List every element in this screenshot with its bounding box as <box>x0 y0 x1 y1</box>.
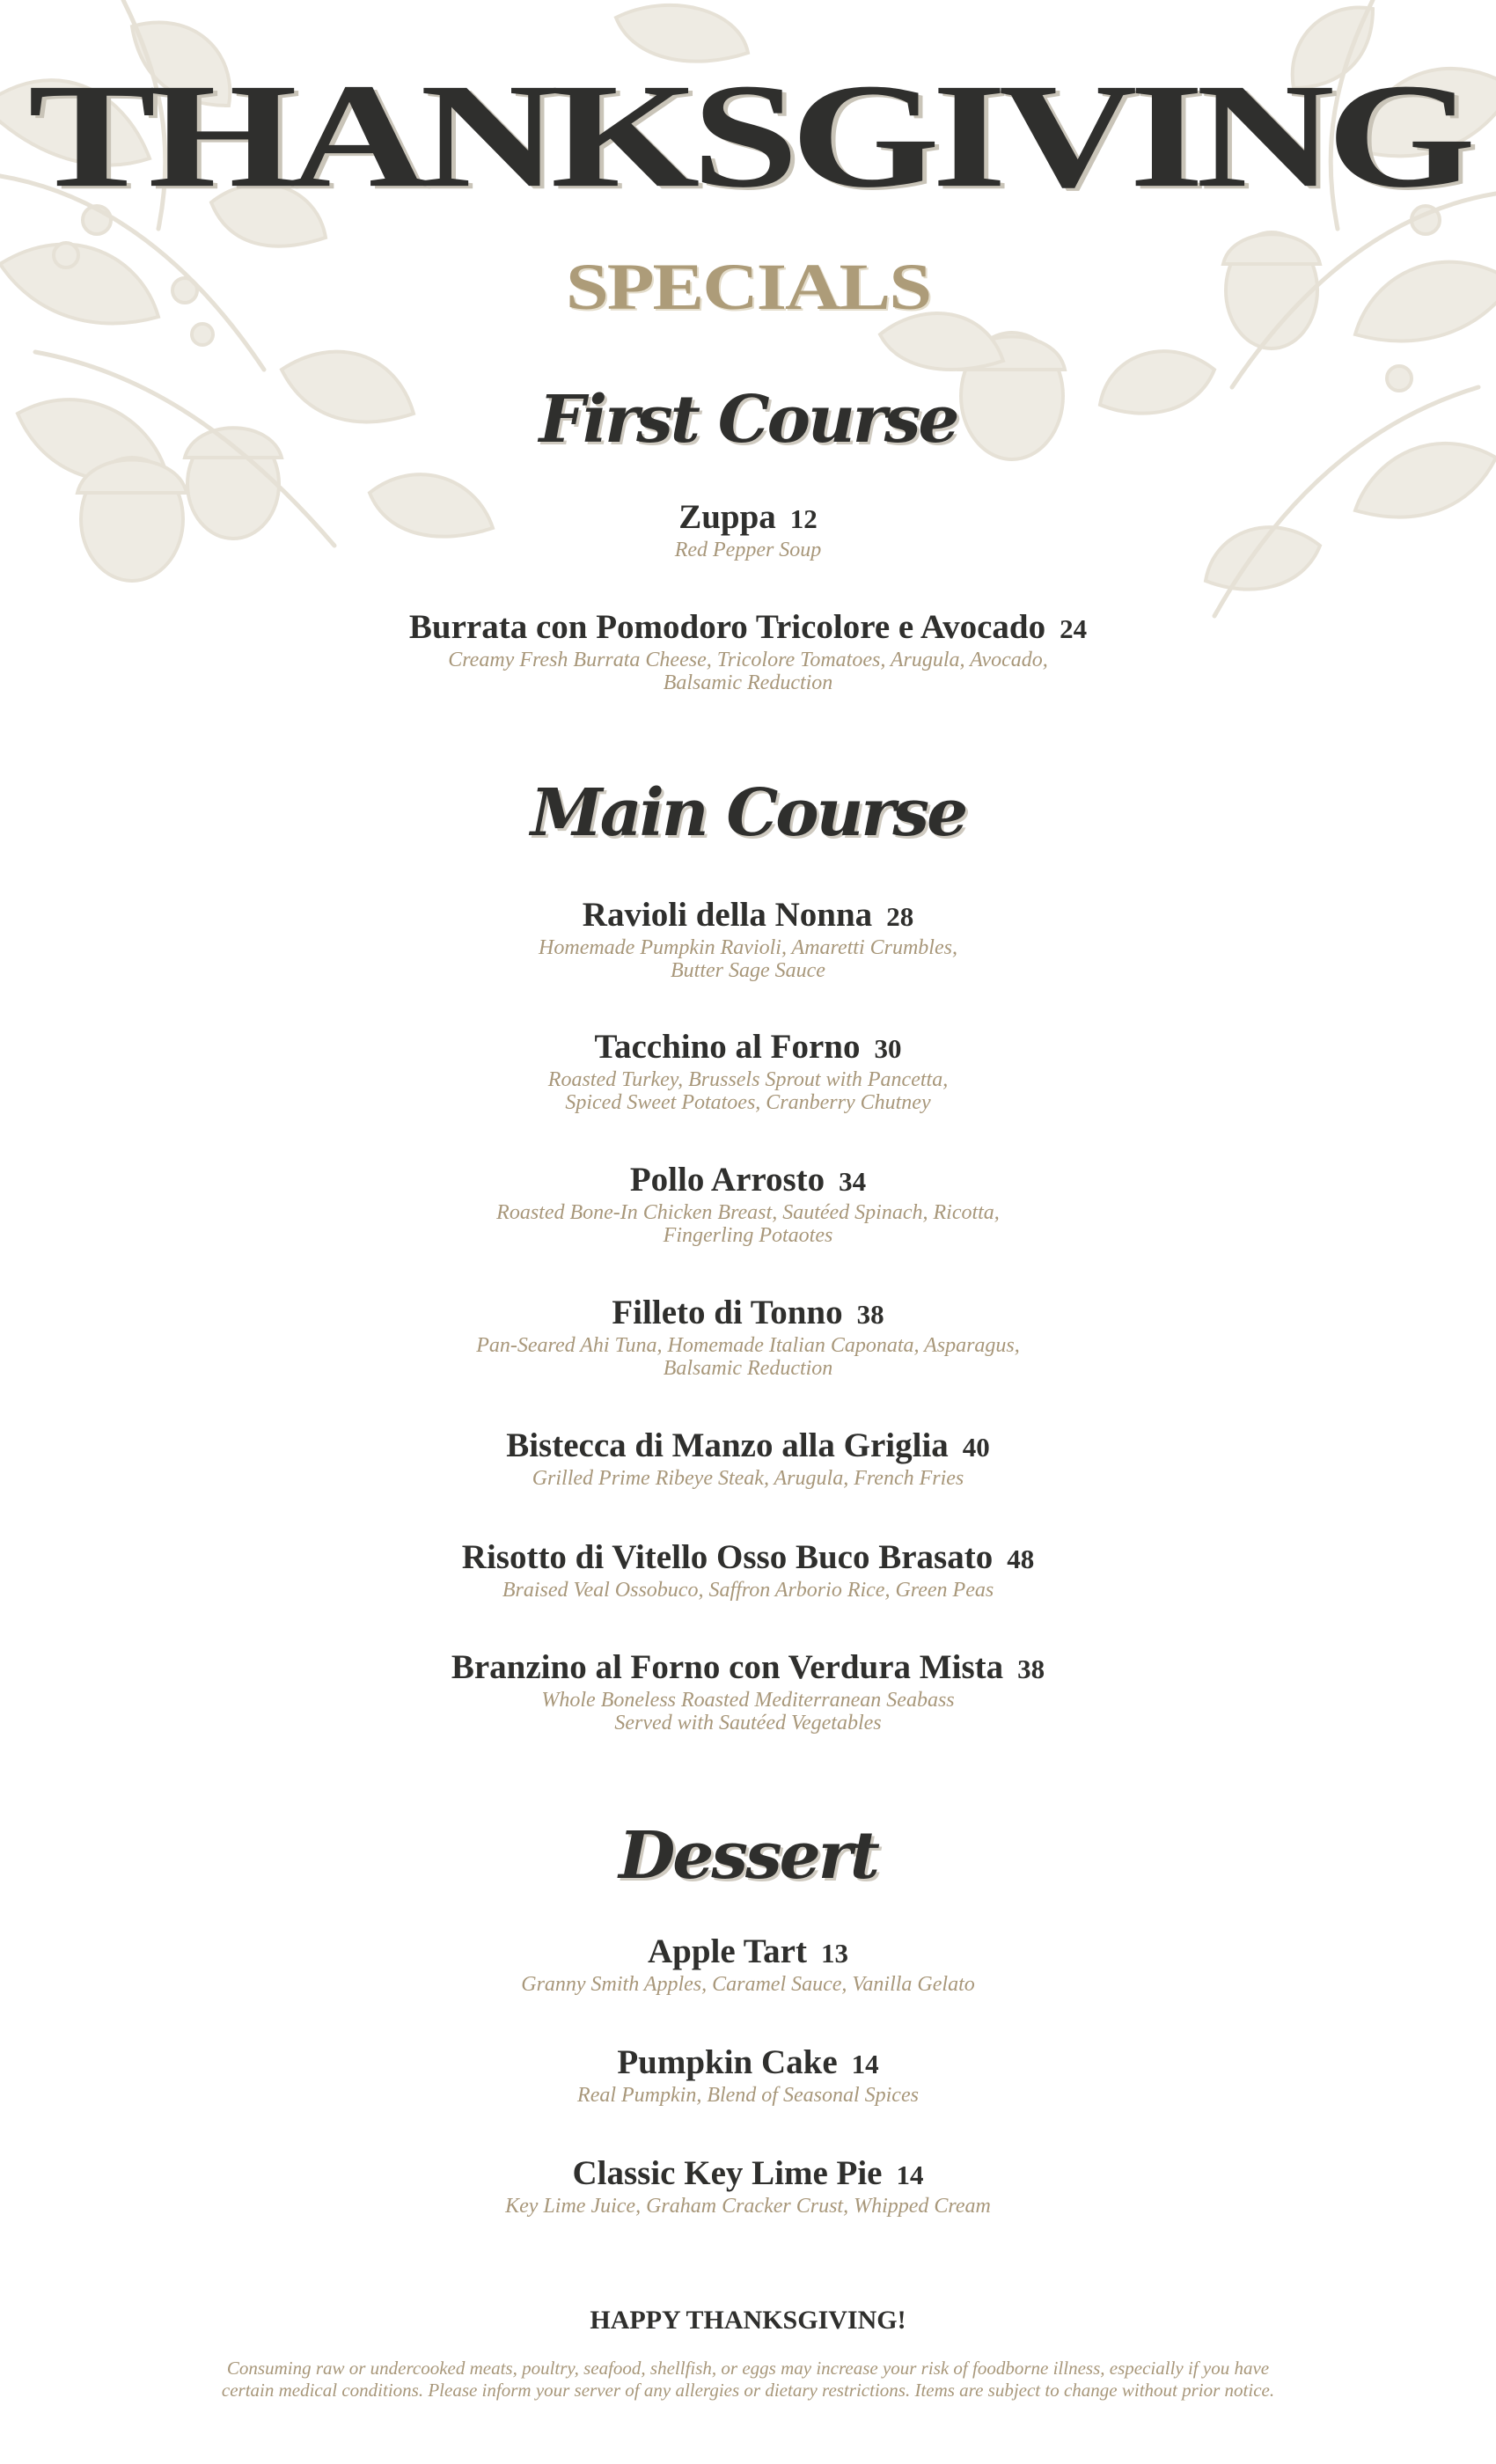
footer-disclaimer <box>0 2358 1496 2402</box>
item-description <box>0 1689 1496 1734</box>
item-price: 13 <box>820 1938 848 1969</box>
item-name: Tacchino al Forno <box>594 1028 861 1066</box>
description-line: Balsamic Reduction <box>663 1357 833 1380</box>
item-description <box>0 1201 1496 1247</box>
item-description <box>0 539 1496 561</box>
description-line: Served with Sautéed Vegetables <box>614 1712 882 1734</box>
item-price: 28 <box>886 901 914 932</box>
item-description <box>0 1334 1496 1380</box>
menu-item <box>0 2156 1496 2190</box>
menu-item <box>0 500 1496 534</box>
item-name: Risotto di Vitello Osso Buco Brasato <box>461 1538 994 1576</box>
menu-item <box>0 1428 1496 1463</box>
description-line: Whole Boneless Roasted Mediterranean Seabass <box>541 1689 955 1712</box>
description-line: Balsamic Reduction <box>663 671 833 694</box>
item-price: 48 <box>1007 1544 1035 1574</box>
menu-item <box>0 1295 1496 1330</box>
menu-item <box>0 1162 1496 1197</box>
menu-item <box>0 898 1496 932</box>
item-description <box>0 2195 1496 2218</box>
section-title: Main Course <box>530 775 966 851</box>
item-price: 30 <box>874 1033 902 1064</box>
item-name: Pumpkin Cake <box>617 2043 838 2081</box>
item-name: Branzino al Forno con Verdura Mista <box>451 1648 1004 1686</box>
description-line: Homemade Pumpkin Ravioli, Amaretti Crumbles, <box>539 936 957 959</box>
item-description <box>0 1579 1496 1602</box>
item-name: Zuppa <box>678 498 776 536</box>
menu-title: THANKSGIVING <box>27 53 1469 219</box>
description-line: Red Pepper Soup <box>674 539 822 561</box>
description-line: Fingerling Potaotes <box>663 1224 833 1247</box>
item-description <box>0 936 1496 982</box>
item-name: Pollo Arrosto <box>629 1161 825 1199</box>
item-name: Bistecca di Manzo alla Griglia <box>506 1426 949 1464</box>
item-price: 38 <box>856 1299 884 1330</box>
item-price: 34 <box>839 1166 867 1197</box>
footer-greeting: HAPPY THANKSGIVING! <box>590 2306 906 2335</box>
description-line: Grilled Prime Ribeye Steak, Arugula, French Fries <box>532 1467 964 1490</box>
item-name: Filleto di Tonno <box>612 1294 843 1331</box>
item-name: Ravioli della Nonna <box>582 896 873 934</box>
item-description <box>0 1068 1496 1114</box>
item-name: Burrata con Pomodoro Tricolore e Avocado <box>408 608 1046 646</box>
menu-item <box>0 1030 1496 1064</box>
description-line: Butter Sage Sauce <box>671 959 825 982</box>
menu-item <box>0 610 1496 644</box>
item-name: Apple Tart <box>648 1932 807 1970</box>
description-line: Spiced Sweet Potatoes, Cranberry Chutney <box>565 1091 931 1114</box>
description-line: Pan-Seared Ahi Tuna, Homemade Italian Caponata, Asparagus, <box>476 1334 1020 1357</box>
menu-subtitle: SPECIALS <box>565 251 931 325</box>
disclaimer-line: certain medical conditions. Please inform your server of any allergies or dietary restrictions. Items are subject to change without prior notice. <box>221 2380 1275 2401</box>
section-title: First Course <box>539 382 957 458</box>
description-line: Braised Veal Ossobuco, Saffron Arborio Rice, Green Peas <box>502 1579 994 1602</box>
item-description <box>0 1467 1496 1490</box>
menu-item <box>0 1934 1496 1969</box>
item-price: 40 <box>962 1432 990 1463</box>
item-description <box>0 1973 1496 1996</box>
item-price: 24 <box>1060 613 1088 644</box>
item-price: 38 <box>1017 1654 1045 1684</box>
description-line: Roasted Bone-In Chicken Breast, Sautéed Spinach, Ricotta, <box>496 1201 1000 1224</box>
description-line: Granny Smith Apples, Caramel Sauce, Vanilla Gelato <box>521 1973 975 1996</box>
menu-item <box>0 1650 1496 1684</box>
item-description <box>0 649 1496 694</box>
disclaimer-line: Consuming raw or undercooked meats, poultry, seafood, shellfish, or eggs may increase your risk of foodborne illness, especially if you have <box>226 2358 1270 2379</box>
description-line: Creamy Fresh Burrata Cheese, Tricolore Tomatoes, Arugula, Avocado, <box>448 649 1048 671</box>
menu-item <box>0 2045 1496 2079</box>
item-price: 12 <box>789 503 818 534</box>
description-line: Real Pumpkin, Blend of Seasonal Spices <box>577 2084 919 2107</box>
item-price: 14 <box>851 2049 879 2079</box>
item-price: 14 <box>896 2160 924 2190</box>
description-line: Key Lime Juice, Graham Cracker Crust, Whipped Cream <box>505 2195 991 2218</box>
item-name: Classic Key Lime Pie <box>572 2154 883 2192</box>
description-line: Roasted Turkey, Brussels Sprout with Pancetta, <box>547 1068 949 1091</box>
section-title: Dessert <box>619 1818 877 1894</box>
menu-item <box>0 1540 1496 1574</box>
item-description <box>0 2084 1496 2107</box>
